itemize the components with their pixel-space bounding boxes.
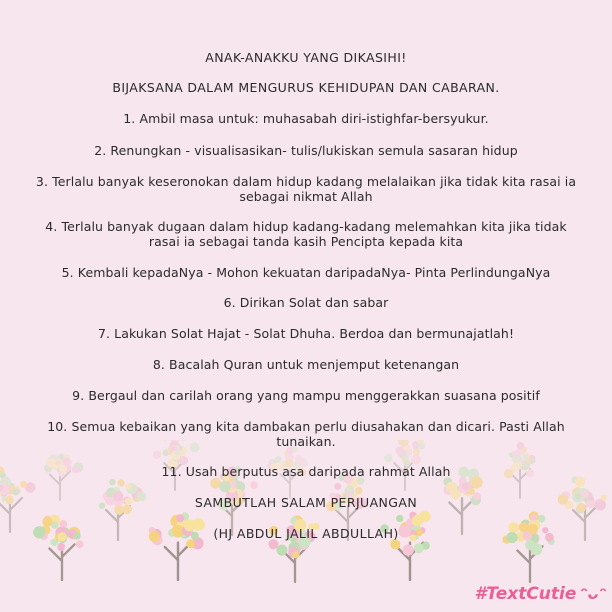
point-9: 9. Bergaul dan carilah orang yang mampu menggerakkan suasana positif — [72, 388, 540, 403]
pastel-tree-icon — [149, 512, 205, 580]
point-10-line-1: 10. Semua kebaikan yang kita dambakan perlu diusahakan dan dicari. Pasti Allah — [47, 419, 565, 434]
author-signature: (HJ ABDUL JALIL ABDULLAH) — [213, 526, 399, 541]
point-8: 8. Bacalah Quran untuk menjemput ketenangan — [152, 357, 460, 372]
point-4-line-2: rasai ia sebagai tanda kasih Pencipta kepada kita — [148, 234, 464, 249]
point-4-line-1: 4. Terlalu banyak dugaan dalam hidup kadang-kadang melemahkan kita jika tidak — [45, 219, 567, 234]
greeting-title: ANAK-ANAKKU YANG DIKASIHI! — [205, 50, 407, 65]
point-3-line-2: sebagai nikmat Allah — [239, 189, 373, 204]
subtitle: BIJAKSANA DALAM MENGURUS KEHIDUPAN DAN CABARAN. — [112, 80, 500, 95]
pastel-tree-icon — [502, 511, 554, 582]
point-11: 11. Usah berputus asa daripada rahmat Allah — [161, 464, 451, 479]
point-6: 6. Dirikan Solat dan sabar — [223, 295, 389, 310]
point-3-line-1: 3. Terlalu banyak keseronokan dalam hidup kadang melalaikan jika tidak kita rasai ia — [35, 174, 577, 189]
point-2: 2. Renungkan - visualisasikan- tulis/lukiskan semula sasaran hidup — [94, 143, 518, 158]
pastel-tree-icon — [380, 511, 430, 580]
point-7: 7. Lakukan Solat Hajat - Solat Dhuha. Berdoa dan bermunajatlah! — [97, 326, 515, 341]
pastel-tree-icon — [33, 515, 83, 580]
point-10-line-2: tunaikan. — [276, 434, 336, 449]
closing-salutation: SAMBUTLAH SALAM PERJUANGAN — [194, 495, 418, 510]
smiley-face-icon: ᵔᴗᵔ — [579, 584, 606, 603]
textcutie-watermark — [474, 584, 606, 604]
watermark-text: #TextCutie — [474, 584, 577, 604]
point-1: 1. Ambil masa untuk: muhasabah diri-istighfar-bersyukur. — [123, 111, 489, 126]
point-5: 5. Kembali kepadaNya - Mohon kekuatan daripadaNya- Pinta PerlindungaNya — [61, 265, 551, 280]
